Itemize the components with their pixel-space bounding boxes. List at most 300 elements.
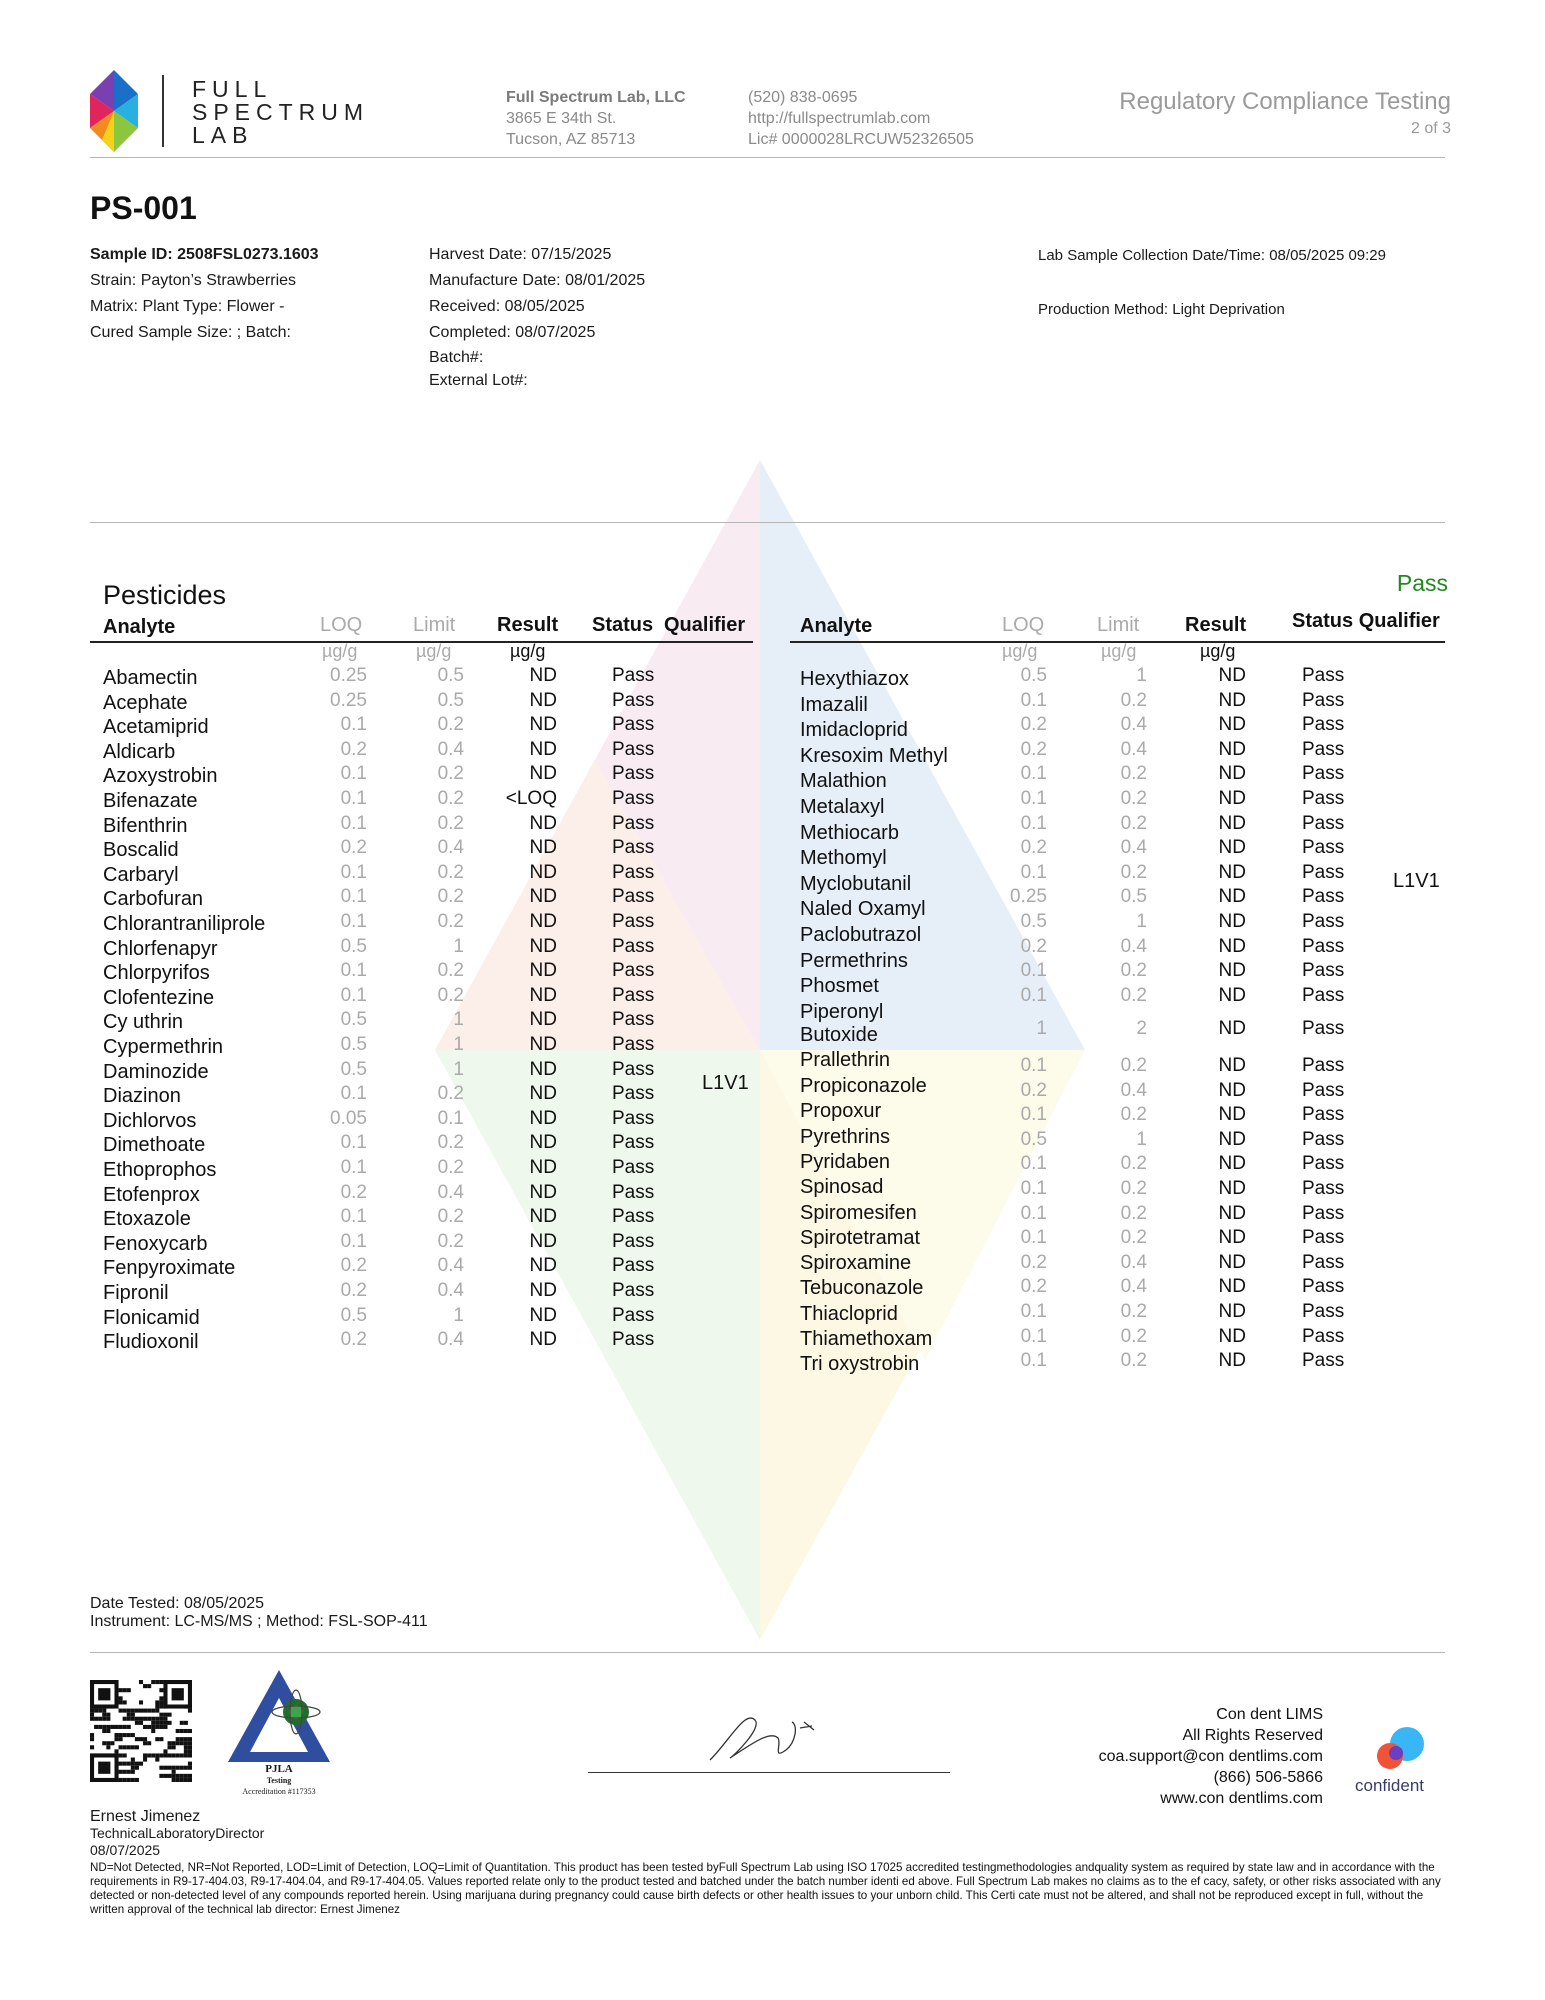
- result-value: ND: [1218, 935, 1246, 957]
- lab-contact-block: [748, 87, 974, 150]
- analyte-name: Permethrins: [800, 949, 908, 972]
- pjla-label: [226, 1764, 332, 1797]
- external-lot: External Lot#:: [429, 372, 528, 389]
- date-tested: Date Tested: 08/05/2025: [90, 1595, 265, 1612]
- analyte-name: Aldicarb: [103, 740, 176, 763]
- signer-block: [90, 1808, 264, 1859]
- disclaimer-text: ND=Not Detected, NR=Not Reported, LOD=Limit of Detection, LOQ=Limit of Quantitation. This product has been tested byFull Spectrum Lab using ISO 17025 accredited testingmethodologies andquality system as required by state law and in accordance with the requirements in R9-17-404.03, R9-17-404.04, and R9-17-404.05. Values reported relate only to the product tested and batched under the batch number identi ed above. Full Spectrum Lab makes no claims as to the ef cacy, safety, or other risks associated with any detected or non-detected level of any compounds reported herein. Using marijuana during pregnancy could cause birth defects or other health issues to your unborn child. This Certi cate must not be altered, and shall not be reproduced except in full, without the written approval of the technical lab director: Ernest Jimenez: [90, 1861, 1441, 1916]
- lab-license: Lic# 0000028LRCUW52326505: [748, 131, 974, 148]
- limit-value: 0.2: [437, 861, 464, 883]
- limit-value: 0.2: [437, 1230, 464, 1252]
- analyte-name: Thiacloprid: [800, 1302, 898, 1325]
- limit-value: 0.2: [1120, 960, 1147, 982]
- batch-number: Batch#:: [429, 349, 484, 366]
- lab-address-line1: 3865 E 34th St.: [506, 110, 617, 127]
- loq-value: 0.1: [1020, 689, 1047, 711]
- status-value: Pass: [612, 1132, 655, 1154]
- result-value: ND: [1218, 861, 1246, 883]
- left-header-status: Status: [592, 614, 654, 636]
- result-value: ND: [529, 935, 557, 957]
- status-value: Pass: [1302, 1227, 1345, 1249]
- result-value: ND: [529, 837, 557, 859]
- report-title: Regulatory Compliance Testing: [1119, 88, 1451, 115]
- result-value: ND: [529, 763, 557, 785]
- loq-value: 0.5: [340, 1058, 367, 1080]
- loq-value: 0.2: [1020, 1276, 1047, 1298]
- loq-value: 0.1: [340, 1083, 367, 1105]
- limit-value: 0.4: [1120, 1276, 1147, 1298]
- analyte-name: Etoxazole: [103, 1208, 191, 1231]
- status-value: Pass: [612, 763, 655, 785]
- status-value: Pass: [612, 1206, 655, 1228]
- loq-value: 0.2: [1020, 1251, 1047, 1273]
- right-unit-limit: µg/g: [1101, 641, 1137, 661]
- lims-name: Con dent LIMS: [1216, 1706, 1323, 1723]
- result-value: ND: [1218, 837, 1246, 859]
- lab-website[interactable]: http://fullspectrumlab.com: [748, 110, 931, 127]
- loq-value: 0.2: [1020, 1079, 1047, 1101]
- pjla-testing: Testing: [266, 1776, 292, 1785]
- section-title: Pesticides: [103, 580, 227, 610]
- analyte-name: Metalaxyl: [800, 796, 885, 818]
- result-value: ND: [1218, 763, 1246, 785]
- loq-value: 0.1: [1020, 1301, 1047, 1322]
- page-number: 2 of 3: [1410, 120, 1451, 137]
- status-value: Pass: [612, 1009, 655, 1031]
- loq-value: 0.5: [340, 1304, 367, 1326]
- left-unit-loq: µg/g: [322, 641, 358, 661]
- status-value: Pass: [1302, 1055, 1345, 1076]
- right-unit-result: µg/g: [1200, 641, 1236, 661]
- analyte-name: Diazinon: [103, 1085, 181, 1108]
- analyte-name: Bifenthrin: [103, 814, 188, 837]
- status-value: Pass: [1302, 689, 1345, 711]
- limit-value: 0.4: [437, 738, 464, 760]
- signature-line: [588, 1772, 950, 1773]
- limit-value: 0.2: [1120, 1325, 1147, 1347]
- result-value: ND: [529, 812, 557, 834]
- limit-value: 1: [453, 1058, 464, 1080]
- limit-value: 0.5: [437, 665, 464, 686]
- result-value: ND: [1218, 1251, 1246, 1273]
- limit-value: 0.2: [437, 763, 464, 785]
- result-value: ND: [1218, 1325, 1246, 1347]
- result-value: ND: [1218, 665, 1246, 686]
- loq-value: 0.1: [340, 984, 367, 1006]
- received-date: Received: 08/05/2025: [429, 298, 585, 315]
- analyte-name: Paclobutrazol: [800, 924, 922, 946]
- loq-value: 0.1: [1020, 1227, 1047, 1249]
- result-value: ND: [529, 689, 557, 711]
- left-header-loq: LOQ: [320, 614, 363, 636]
- loq-value: 0.1: [340, 812, 367, 834]
- analyte-name: Daminozide: [103, 1060, 209, 1083]
- loq-value: 0.2: [340, 1280, 367, 1301]
- limit-value: 0.2: [437, 812, 464, 834]
- signer-name: Ernest Jimenez: [90, 1808, 201, 1825]
- loq-value: 0.1: [340, 763, 367, 785]
- limit-value: 0.2: [1120, 1104, 1147, 1126]
- status-value: Pass: [1302, 1350, 1345, 1372]
- limit-value: 0.2: [437, 714, 464, 736]
- loq-value: 0.5: [1020, 911, 1047, 932]
- lims-email[interactable]: coa.support@con dentlims.com: [1098, 1748, 1323, 1765]
- loq-value: 0.5: [340, 1034, 367, 1055]
- analyte-name: Acetamiprid: [103, 716, 209, 739]
- loq-value: 0.1: [1020, 861, 1047, 883]
- analyte-name: Methomyl: [800, 847, 887, 870]
- limit-value: 0.4: [1120, 837, 1147, 859]
- status-value: Pass: [1302, 1202, 1345, 1224]
- status-value: Pass: [612, 812, 655, 834]
- analyte-name: Fenpyroximate: [103, 1257, 236, 1280]
- status-value: Pass: [1302, 837, 1345, 859]
- loq-value: 0.5: [340, 935, 367, 957]
- status-value: Pass: [1302, 788, 1345, 809]
- limit-value: 0.2: [437, 1083, 464, 1105]
- confident-logo-text: confident: [1355, 1776, 1424, 1795]
- right-header-limit: Limit: [1097, 614, 1140, 636]
- limit-value: 1: [453, 1009, 464, 1031]
- analyte-name: Dichlorvos: [103, 1109, 197, 1132]
- lims-rights: All Rights Reserved: [1182, 1727, 1323, 1744]
- result-value: ND: [529, 1329, 557, 1351]
- analyte-name: Chlorantraniliprole: [103, 913, 266, 935]
- analyte-name: Hexythiazox: [800, 668, 909, 690]
- limit-value: 1: [453, 1304, 464, 1326]
- info-divider: [90, 522, 1445, 523]
- status-value: Pass: [612, 837, 655, 859]
- limit-value: 0.2: [1120, 1178, 1147, 1199]
- left-unit-limit: µg/g: [416, 641, 452, 661]
- analyte-name: Propiconazole: [800, 1075, 927, 1097]
- status-value: Pass: [612, 1083, 655, 1105]
- result-value: ND: [529, 1181, 557, 1203]
- right-header-status: Status: [1292, 610, 1354, 632]
- limit-value: 0.2: [1120, 1350, 1147, 1372]
- loq-value: 0.5: [1020, 1128, 1047, 1150]
- result-value: ND: [1218, 1301, 1246, 1322]
- result-value: ND: [529, 1206, 557, 1228]
- status-value: Pass: [612, 714, 655, 736]
- sample-title: PS-001: [90, 190, 197, 226]
- limit-value: 0.4: [1120, 1251, 1147, 1273]
- overall-status-badge: Pass: [1396, 570, 1448, 596]
- status-value: Pass: [612, 911, 655, 932]
- status-value: Pass: [1302, 886, 1345, 908]
- analyte-name: Azoxystrobin: [103, 765, 218, 788]
- loq-value: 0.1: [1020, 1104, 1047, 1126]
- analyte-name: Tri oxystrobin: [800, 1353, 920, 1376]
- loq-value: 0.25: [330, 665, 367, 686]
- sample-info-left: [90, 242, 319, 346]
- right-header-loq: LOQ: [1002, 614, 1045, 636]
- limit-value: 0.2: [437, 1132, 464, 1154]
- status-value: Pass: [612, 1280, 655, 1301]
- result-value: ND: [1218, 1153, 1246, 1175]
- analyte-name: Tebuconazole: [800, 1277, 924, 1300]
- status-value: Pass: [612, 960, 655, 982]
- result-value: ND: [529, 1230, 557, 1252]
- result-value: ND: [1218, 1276, 1246, 1298]
- result-value: ND: [529, 665, 557, 686]
- result-value: ND: [529, 1157, 557, 1178]
- result-value: ND: [529, 714, 557, 736]
- limit-value: 0.2: [437, 886, 464, 908]
- right-header-result: Result: [1185, 614, 1247, 636]
- left-header-analyte: Analyte: [103, 616, 176, 638]
- loq-value: 0.2: [1020, 935, 1047, 957]
- right-qualifier: L1V1: [1393, 870, 1440, 892]
- result-value: ND: [1218, 960, 1246, 982]
- limit-value: 0.2: [1120, 984, 1147, 1006]
- status-value: Pass: [1302, 1251, 1345, 1273]
- result-value: ND: [529, 1107, 557, 1129]
- loq-value: 0.1: [1020, 1202, 1047, 1224]
- result-value: ND: [529, 1083, 557, 1105]
- loq-value: 0.1: [1020, 984, 1047, 1006]
- status-value: Pass: [1302, 1301, 1345, 1322]
- status-value: Pass: [612, 1181, 655, 1203]
- left-qualifier: L1V1: [702, 1072, 749, 1094]
- status-value: Pass: [1302, 960, 1345, 982]
- loq-value: 0.1: [1020, 1350, 1047, 1372]
- lab-address-block: [506, 87, 686, 150]
- left-header-limit: Limit: [413, 614, 456, 636]
- limit-value: 1: [453, 935, 464, 957]
- analyte-name: Butoxide: [800, 1024, 878, 1046]
- status-value: Pass: [1302, 1178, 1345, 1199]
- result-value: ND: [529, 1304, 557, 1326]
- status-value: Pass: [612, 1058, 655, 1080]
- result-value: ND: [1218, 1178, 1246, 1199]
- analyte-name: Chlorpyrifos: [103, 962, 210, 985]
- limit-value: 0.2: [437, 1157, 464, 1178]
- analyte-name: Imidacloprid: [800, 719, 908, 742]
- analyte-name: Carbaryl: [103, 863, 179, 886]
- limit-value: 0.2: [1120, 1227, 1147, 1249]
- status-value: Pass: [1302, 984, 1345, 1006]
- sample-info-dates: [429, 242, 645, 392]
- analyte-name: Boscalid: [103, 839, 179, 862]
- limit-value: 0.2: [1120, 788, 1147, 809]
- limit-value: 0.1: [437, 1107, 464, 1129]
- limit-value: 0.4: [1120, 738, 1147, 760]
- status-value: Pass: [612, 738, 655, 760]
- loq-value: 0.5: [1020, 665, 1047, 686]
- analyte-name: Propoxur: [800, 1100, 882, 1123]
- right-unit-loq: µg/g: [1002, 641, 1038, 661]
- loq-value: 0.1: [340, 861, 367, 883]
- analyte-name: Thiamethoxam: [800, 1328, 933, 1350]
- result-value: ND: [1218, 911, 1246, 932]
- loq-value: 0.2: [340, 1181, 367, 1203]
- lims-website[interactable]: www.con dentlims.com: [1160, 1790, 1323, 1807]
- pjla-name: PJLA: [265, 1763, 293, 1775]
- limit-value: 0.2: [1120, 1055, 1147, 1076]
- status-value: Pass: [612, 886, 655, 908]
- instrument-method: Instrument: LC-MS/MS ; Method: FSL-SOP-411: [90, 1613, 428, 1630]
- result-value: <LOQ: [505, 788, 557, 809]
- status-value: Pass: [1302, 665, 1345, 686]
- sample-matrix: Matrix: Plant Type: Flower -: [90, 298, 285, 315]
- method-block: [90, 1595, 428, 1631]
- analyte-name: Fludioxonil: [103, 1331, 199, 1354]
- analyte-name: Spinosad: [800, 1176, 884, 1199]
- analyte-name: Fenoxycarb: [103, 1232, 208, 1255]
- right-header-analyte: Analyte: [800, 615, 873, 637]
- qr-code-icon[interactable]: [90, 1680, 192, 1782]
- analyte-name: Naled Oxamyl: [800, 898, 926, 921]
- result-value: ND: [529, 1132, 557, 1154]
- result-value: ND: [529, 984, 557, 1006]
- result-value: ND: [1218, 1350, 1246, 1372]
- status-value: Pass: [612, 984, 655, 1006]
- result-value: ND: [529, 1255, 557, 1277]
- logo-divider: [162, 75, 164, 147]
- status-value: Pass: [1302, 1325, 1345, 1347]
- loq-value: 0.2: [1020, 714, 1047, 736]
- status-value: Pass: [1302, 1104, 1345, 1126]
- loq-value: 0.25: [1010, 886, 1047, 908]
- company-logo-icon: [90, 70, 138, 152]
- analyte-name: Spirotetramat: [800, 1226, 921, 1249]
- result-value: ND: [529, 960, 557, 982]
- limit-value: 0.2: [1120, 1202, 1147, 1224]
- limit-value: 0.2: [437, 788, 464, 809]
- analyte-name: Piperonyl: [800, 1000, 884, 1023]
- loq-value: 1: [1036, 1018, 1047, 1039]
- harvest-date: Harvest Date: 07/15/2025: [429, 246, 612, 263]
- status-value: Pass: [612, 1230, 655, 1252]
- status-value: Pass: [1302, 1153, 1345, 1175]
- analyte-name: Bifenazate: [103, 790, 198, 812]
- status-value: Pass: [1302, 738, 1345, 760]
- analyte-name: Myclobutanil: [800, 872, 912, 895]
- left-header-qualifier: Qualifier: [664, 614, 746, 636]
- loq-value: 0.1: [340, 886, 367, 908]
- signer-title: TechnicalLaboratoryDirector: [90, 1825, 265, 1841]
- analyte-name: Prallethrin: [800, 1049, 891, 1071]
- status-value: Pass: [1302, 911, 1345, 932]
- status-value: Pass: [1302, 1276, 1345, 1298]
- analyte-name: Etofenprox: [103, 1183, 200, 1206]
- limit-value: 0.4: [1120, 935, 1147, 957]
- loq-value: 0.2: [1020, 738, 1047, 760]
- lims-contact-block: [1099, 1704, 1323, 1809]
- collection-datetime: Lab Sample Collection Date/Time: 08/05/2025 09:29: [1038, 247, 1386, 264]
- result-value: ND: [1218, 689, 1246, 711]
- status-value: Pass: [1302, 1079, 1345, 1101]
- limit-value: 0.2: [437, 984, 464, 1006]
- limit-value: 0.2: [437, 911, 464, 932]
- limit-value: 2: [1136, 1018, 1147, 1039]
- left-unit-result: µg/g: [510, 641, 546, 661]
- confident-logo-icon: [1370, 1726, 1430, 1776]
- loq-value: 0.1: [340, 1206, 367, 1228]
- pjla-accreditation-icon: [226, 1668, 332, 1764]
- sample-strain: Strain: Payton’s Strawberries: [90, 272, 297, 289]
- analyte-name: Acephate: [103, 691, 188, 714]
- result-value: ND: [1218, 738, 1246, 760]
- limit-value: 1: [453, 1034, 464, 1055]
- status-value: Pass: [612, 861, 655, 883]
- analyte-name: Kresoxim Methyl: [800, 744, 948, 767]
- loq-value: 0.05: [330, 1107, 367, 1129]
- status-value: Pass: [612, 665, 655, 686]
- analyte-name: Clofentezine: [103, 986, 215, 1009]
- loq-value: 0.2: [340, 1255, 367, 1277]
- result-value: ND: [1218, 714, 1246, 736]
- status-value: Pass: [612, 788, 655, 809]
- limit-value: 0.2: [1120, 812, 1147, 834]
- director-signature: [700, 1700, 840, 1770]
- limit-value: 1: [1136, 911, 1147, 932]
- loq-value: 0.1: [340, 1157, 367, 1178]
- loq-value: 0.1: [1020, 960, 1047, 982]
- status-value: Pass: [1302, 763, 1345, 785]
- loq-value: 0.1: [340, 911, 367, 932]
- analyte-name: Pyrethrins: [800, 1125, 891, 1148]
- limit-value: 0.2: [437, 1206, 464, 1228]
- status-value: Pass: [612, 1034, 655, 1055]
- loq-value: 0.1: [1020, 812, 1047, 834]
- status-value: Pass: [1302, 861, 1345, 883]
- status-value: Pass: [1302, 812, 1345, 834]
- result-value: ND: [529, 886, 557, 908]
- analyte-name: Carbofuran: [103, 888, 204, 911]
- result-value: ND: [1218, 1079, 1246, 1101]
- loq-value: 0.2: [340, 738, 367, 760]
- limit-value: 0.5: [437, 689, 464, 711]
- loq-value: 0.1: [340, 1132, 367, 1154]
- status-value: Pass: [612, 1255, 655, 1277]
- limit-value: 0.4: [437, 1181, 464, 1203]
- limit-value: 0.2: [437, 960, 464, 982]
- loq-value: 0.2: [340, 1329, 367, 1351]
- status-value: Pass: [612, 935, 655, 957]
- result-value: ND: [1218, 1202, 1246, 1224]
- logo-text-spectrum: SPECTRUM: [192, 99, 370, 125]
- loq-value: 0.1: [1020, 788, 1047, 809]
- production-method: Production Method: Light Deprivation: [1038, 301, 1285, 318]
- loq-value: 0.1: [1020, 1153, 1047, 1175]
- limit-value: 1: [1136, 1128, 1147, 1150]
- loq-value: 0.1: [340, 788, 367, 809]
- analyte-name: Malathion: [800, 770, 887, 793]
- status-value: Pass: [612, 1304, 655, 1326]
- left-header-result: Result: [497, 614, 559, 636]
- lims-phone: (866) 506-5866: [1213, 1769, 1323, 1786]
- result-value: ND: [1218, 812, 1246, 834]
- status-value: Pass: [1302, 935, 1345, 957]
- result-value: ND: [1218, 1227, 1246, 1249]
- right-header-status-qualifier: [1292, 610, 1440, 633]
- analyte-name: Imazalil: [800, 693, 868, 716]
- limit-value: 0.2: [1120, 861, 1147, 883]
- result-value: ND: [1218, 984, 1246, 1006]
- analyte-name: Dimethoate: [103, 1134, 206, 1157]
- result-value: ND: [1218, 1018, 1246, 1039]
- lab-phone: (520) 838-0695: [748, 89, 858, 106]
- limit-value: 0.4: [437, 1280, 464, 1301]
- sign-date: 08/07/2025: [90, 1842, 161, 1858]
- result-value: ND: [529, 911, 557, 932]
- loq-value: 0.1: [340, 960, 367, 982]
- logo-text-lab: LAB: [192, 122, 254, 148]
- limit-value: 0.2: [1120, 689, 1147, 711]
- limit-value: 0.2: [1120, 1153, 1147, 1175]
